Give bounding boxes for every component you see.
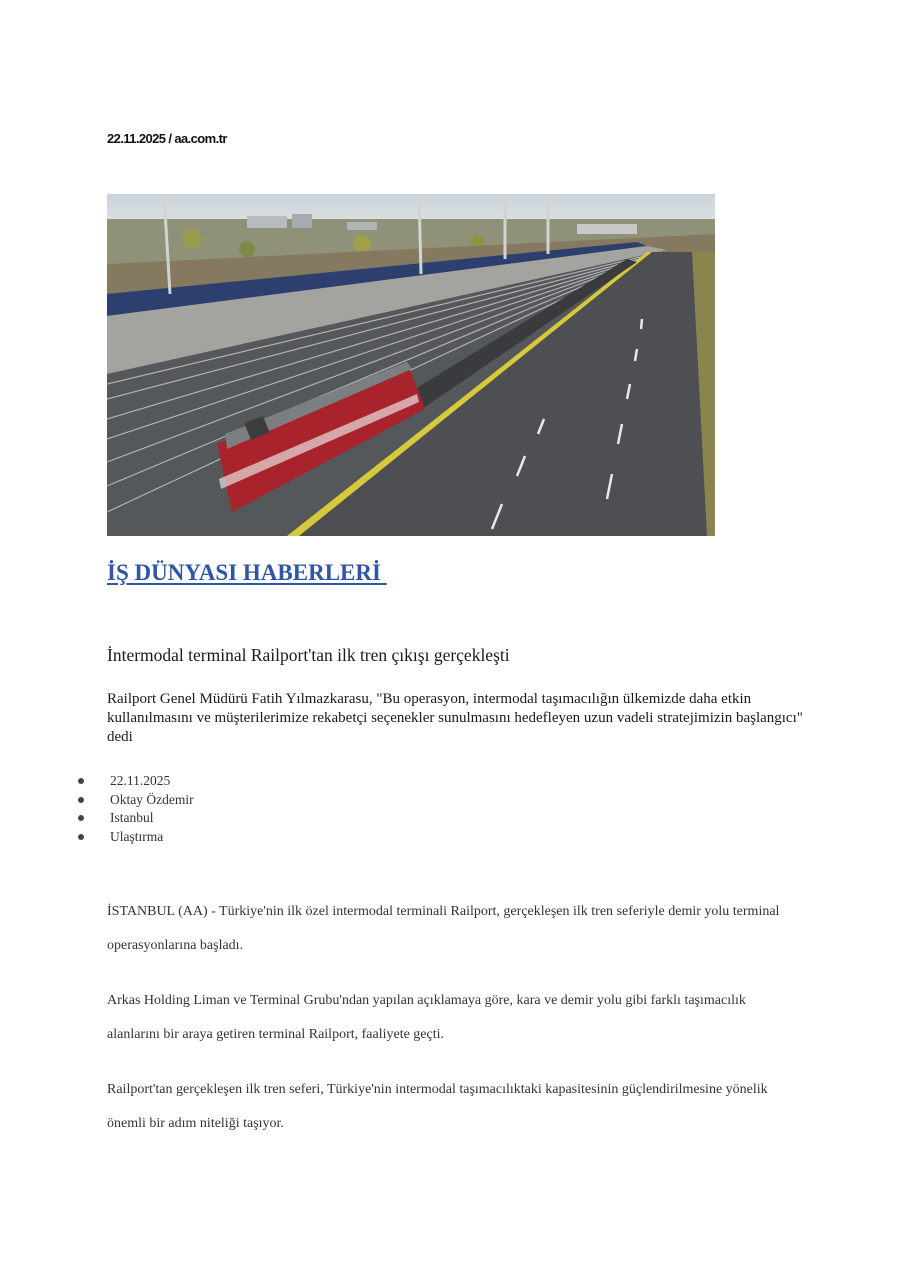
train-terminal-image [107, 194, 715, 536]
meta-date: 22.11.2025 [78, 772, 194, 791]
article-headline: İntermodal terminal Railport'tan ilk tren çıkışı gerçekleşti [107, 645, 510, 665]
article-photo [107, 194, 715, 536]
section-title-link[interactable]: İŞ DÜNYASI HABERLERİ [107, 560, 387, 585]
bullet-icon [78, 797, 84, 803]
source-line: 22.11.2025 / aa.com.tr [107, 131, 227, 146]
bullet-icon [78, 778, 84, 784]
meta-location: Istanbul [78, 809, 194, 828]
article-lead: Railport Genel Müdürü Fatih Yılmazkarasu, "Bu operasyon, intermodal taşımacılığın ülkemizde daha etkin kullanılmasını ve müşterilerimize rekabetçi seçenekler sunulmasını hedefleyen uzun vadeli stratejimizin başlangıcı" dedi [107, 691, 803, 745]
article-meta-list [78, 772, 194, 846]
article-paragraph: Arkas Holding Liman ve Terminal Grubu'ndan yapılan açıklamaya göre, kara ve demir yolu gibi farklı taşımacılık alanlarını bir araya getiren terminal Railport, faaliyete geçti. [107, 993, 746, 1042]
bullet-icon [78, 815, 84, 821]
meta-author: Oktay Özdemir [78, 791, 194, 810]
article-paragraph: Railport'tan gerçekleşen ilk tren seferi, Türkiye'nin intermodal taşımacılıktaki kapasitesinin güçlendirilmesine yönelik önemli bir adım niteliği taşıyor. [107, 1082, 768, 1131]
bullet-icon [78, 834, 84, 840]
article-paragraph: İSTANBUL (AA) - Türkiye'nin ilk özel intermodal terminali Railport, gerçekleşen ilk tren seferiyle demir yolu terminal operasyonlarına başladı. [107, 904, 780, 953]
meta-category: Ulaştırma [78, 828, 194, 847]
